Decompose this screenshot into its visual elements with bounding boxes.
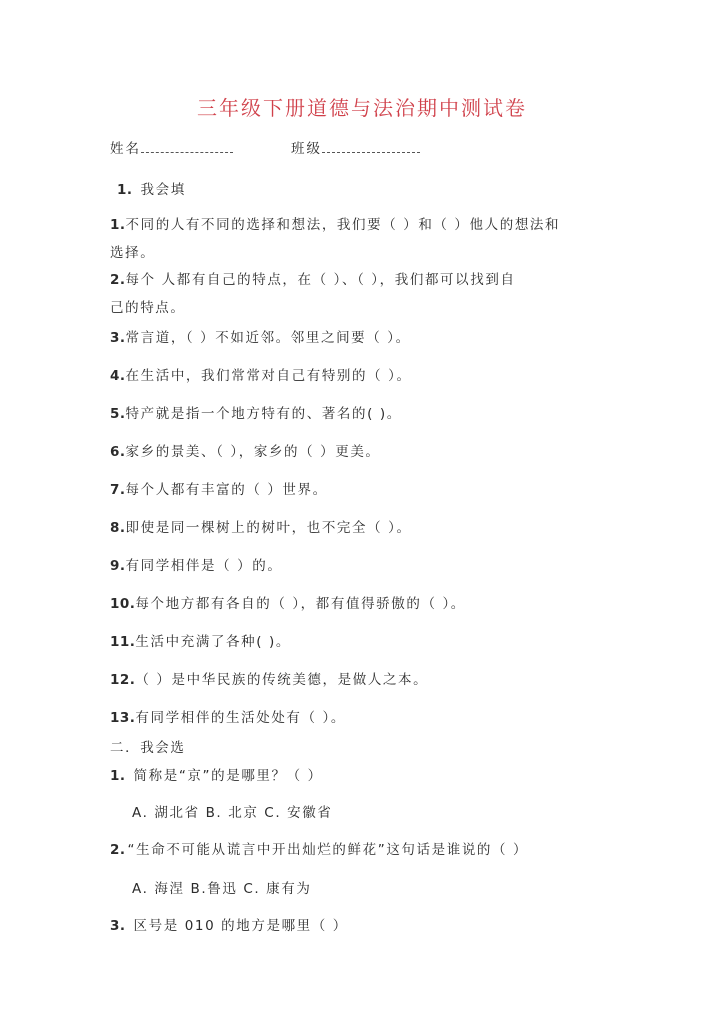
fill-question-10: 10.每个地方都有各自的（ ），都有值得骄傲的（ ）。 bbox=[110, 596, 466, 612]
class-label: 班级 bbox=[291, 141, 322, 157]
choice-question-2: 2. “生命不可能从谎言中开出灿烂的鲜花”这句话是谁说的（ ） bbox=[110, 842, 529, 858]
choice-question-1: 1. 简称是“京”的是哪里？（ ） bbox=[110, 768, 323, 784]
fill-question-4: 4.在生活中，我们常常对自己有特别的（ ）。 bbox=[110, 368, 412, 384]
fill-question-2: 2.每个 人都有自己的特点，在（ ）、（ ），我们都可以找到自 bbox=[110, 272, 516, 288]
choice-question-2-options: A. 海涅 B.鲁迅 C. 康有为 bbox=[132, 881, 312, 897]
fill-question-11: 11.生活中充满了各种( )。 bbox=[110, 634, 291, 650]
section1-heading: 1. 我会填 bbox=[117, 182, 186, 198]
page-title: 三年级下册道德与法治期中测试卷 bbox=[197, 96, 527, 120]
section2-heading: 二．我会选 bbox=[110, 740, 186, 756]
choice-question-1-options: A. 湖北省 B. 北京 C. 安徽省 bbox=[132, 805, 333, 821]
fill-question-9: 9.有同学相伴是（ ）的。 bbox=[110, 558, 283, 574]
fill-question-6: 6.家乡的景美、（ ），家乡的（ ）更美。 bbox=[110, 444, 381, 460]
fill-question-8: 8.即使是同一棵树上的树叶，也不完全（ ）。 bbox=[110, 520, 412, 536]
name-label: 姓名 bbox=[110, 141, 141, 157]
fill-question-13: 13.有同学相伴的生活处处有（ ）。 bbox=[110, 710, 346, 726]
fill-question-1: 1.不同的人有不同的选择和想法，我们要（ ）和（ ）他人的想法和 bbox=[110, 217, 561, 233]
class-field bbox=[291, 137, 420, 157]
fill-question-5: 5.特产就是指一个地方特有的、著名的( )。 bbox=[110, 406, 402, 422]
class-blank bbox=[322, 140, 420, 153]
fill-question-12: 12.（ ）是中华民族的传统美德，是做人之本。 bbox=[110, 672, 429, 688]
fill-question-1-cont: 选择。 bbox=[110, 245, 156, 261]
name-field bbox=[110, 137, 233, 157]
fill-question-3: 3.常言道，（ ）不如近邻。邻里之间要（ ）。 bbox=[110, 330, 411, 346]
choice-question-3: 3. 区号是 010 的地方是哪里（ ） bbox=[110, 918, 348, 934]
name-blank bbox=[141, 140, 233, 153]
fill-question-2-cont: 己的特点。 bbox=[110, 300, 186, 316]
fill-question-7: 7.每个人都有丰富的（ ）世界。 bbox=[110, 482, 328, 498]
